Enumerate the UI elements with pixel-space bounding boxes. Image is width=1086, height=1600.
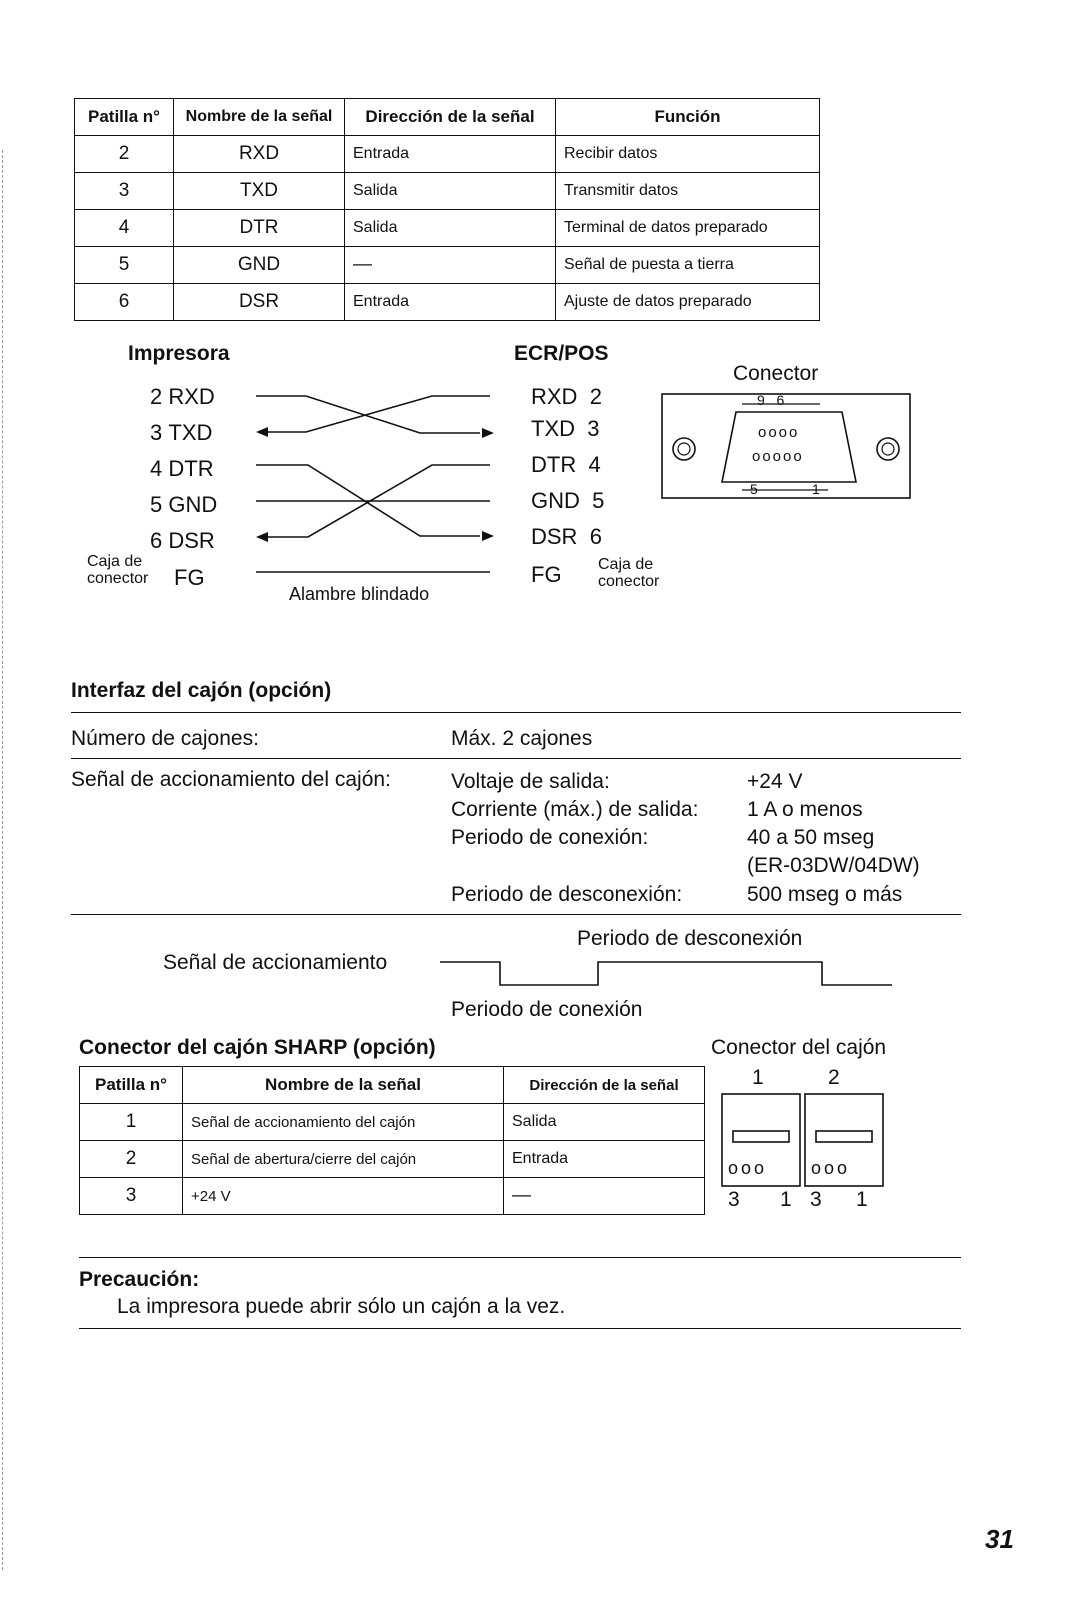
cell-pin: 2 [75,136,174,173]
drawer-connector-bottom-label: 1 [856,1188,868,1211]
spec-label: Periodo de conexión: [451,826,649,849]
right-case-label: Caja de conector [598,556,660,590]
drawer-connector-title: Conector del cajón [711,1036,887,1059]
cell-pin: 1 [80,1104,183,1141]
cell-pin: 2 [80,1141,183,1178]
header-signal-direction: Dirección de la señal [504,1067,705,1104]
cell-function: Terminal de datos preparado [556,210,820,247]
arrow-left-icon [256,427,268,437]
spec-value: (ER-03DW/04DW) [747,854,920,877]
drive-signal-timing-label: Señal de accionamiento [163,951,388,974]
ecr-pos-title: ECR/POS [514,342,609,365]
connector-row-2: ooooo [752,448,804,465]
cell-signal: RXD [174,136,345,173]
cell-direction: Salida [345,210,556,247]
pin-name: TXD [531,416,575,441]
header-pin: Patilla n° [75,99,174,136]
drawer-connector-bottom-label: 3 [810,1188,822,1211]
cell-direction: Entrada [345,136,556,173]
sharp-connector-title: Conector del cajón SHARP (opción) [79,1036,436,1059]
caution-title: Precaución: [79,1268,200,1291]
pin-number: 2 [150,384,163,409]
drive-signal-waveform [440,962,892,985]
drawer-connector-top-label: 1 [752,1066,764,1089]
cell-signal: GND [174,247,345,284]
cell-function: Señal de puesta a tierra [556,247,820,284]
scan-edge-line [2,150,3,1570]
pin-name: RXD [168,384,215,409]
pin-number: 3 [587,416,600,441]
cell-signal: Señal de abertura/cierre del cajón [183,1141,504,1178]
divider [71,758,961,759]
pin-number: 3 [150,420,163,445]
pin-name: DSR [168,528,215,553]
drawer-interface-title: Interfaz del cajón (opción) [71,679,332,702]
left-fg-label: FG [174,565,205,590]
spec-label: Periodo de desconexión: [451,883,683,906]
drawer-connector-pins: ooo [811,1158,851,1178]
cell-function: Ajuste de datos preparado [556,284,820,321]
cell-direction: Salida [504,1104,705,1141]
pin-number: 4 [150,456,163,481]
drawer-connector-bottom-label: 3 [728,1188,740,1211]
cell-pin: 3 [75,173,174,210]
pin-number: 2 [589,384,602,409]
right-fg-label: FG [531,562,562,587]
page-number: 31 [985,1524,1014,1554]
drawer-count-value: Máx. 2 cajones [451,727,593,750]
screw-icon [877,438,899,460]
pin-number: 4 [588,452,601,477]
divider [79,1257,961,1258]
table-row [80,1104,705,1141]
wire-txd-rxd [262,396,490,432]
pin-number: 6 [150,528,163,553]
header-signal-direction: Dirección de la señal [345,99,556,136]
table-header-row [80,1067,705,1104]
drive-signal-label: Señal de accionamiento del cajón: [71,768,391,791]
left-case-label: Caja de conector [87,553,149,587]
header-function: Función [556,99,820,136]
header-pin: Patilla n° [80,1067,183,1104]
printer-title: Impresora [128,342,230,365]
cell-signal: +24 V [183,1178,504,1215]
cell-direction: Entrada [345,284,556,321]
drawer-count-label: Número de cajones: [71,727,259,750]
cell-function: Recibir datos [556,136,820,173]
cell-signal: DTR [174,210,345,247]
drawer-connector-pins: ooo [728,1158,768,1178]
spec-label: Voltaje de salida: [451,770,610,793]
drawer-connector-bottom-label: 1 [780,1188,792,1211]
cell-direction: — [345,247,556,284]
cell-direction: — [504,1178,705,1215]
cell-direction: Salida [345,173,556,210]
spec-value: +24 V [747,770,803,793]
on-period-label: Periodo de conexión [451,998,643,1021]
cell-signal: Señal de accionamiento del cajón [183,1104,504,1141]
cell-pin: 6 [75,284,174,321]
pin-name: TXD [168,420,213,445]
cell-pin: 5 [75,247,174,284]
sharp-connector-table [79,1066,705,1215]
spec-value: 40 a 50 mseg [747,826,875,849]
header-signal-name: Nombre de la señal [174,99,345,136]
connector-bottom-right: 1 [812,481,820,497]
caution-text: La impresora puede abrir sólo un cajón a la vez. [117,1295,566,1318]
screw-icon [673,438,695,460]
cell-signal: DSR [174,284,345,321]
cell-function: Transmitir datos [556,173,820,210]
pin-name: DSR [531,524,578,549]
arrow-right-icon [482,428,494,438]
spec-label: Corriente (máx.) de salida: [451,798,699,821]
spec-value: 500 mseg o más [747,883,903,906]
pin-name: RXD [531,384,578,409]
shield-wire-label: Alambre blindado [289,584,430,604]
connector-dsub-shell [722,412,856,482]
divider [71,914,961,915]
off-period-label: Periodo de desconexión [577,927,803,950]
pin-number: 6 [589,524,602,549]
cell-signal: TXD [174,173,345,210]
cell-pin: 4 [75,210,174,247]
pin-name: DTR [168,456,214,481]
pin-number: 5 [592,488,605,513]
table-row [80,1178,705,1215]
pin-number: 5 [150,492,163,517]
pin-name: GND [168,492,218,517]
connector-top-labels: 9 6 [757,392,785,408]
pin-name: DTR [531,452,577,477]
connector-title: Conector [733,362,819,385]
connector-bottom-left: 5 [750,481,758,497]
cell-pin: 3 [80,1178,183,1215]
cell-direction: Entrada [504,1141,705,1178]
arrow-right-icon [482,531,494,541]
divider [71,712,961,713]
table-row [80,1141,705,1178]
drawer-connector-top-label: 2 [828,1066,840,1089]
header-signal-name: Nombre de la señal [183,1067,504,1104]
pin-name: GND [531,488,580,513]
spec-value: 1 A o menos [747,798,863,821]
arrow-left-icon [256,532,268,542]
divider [79,1328,961,1329]
connector-row-1: oooo [758,424,800,441]
